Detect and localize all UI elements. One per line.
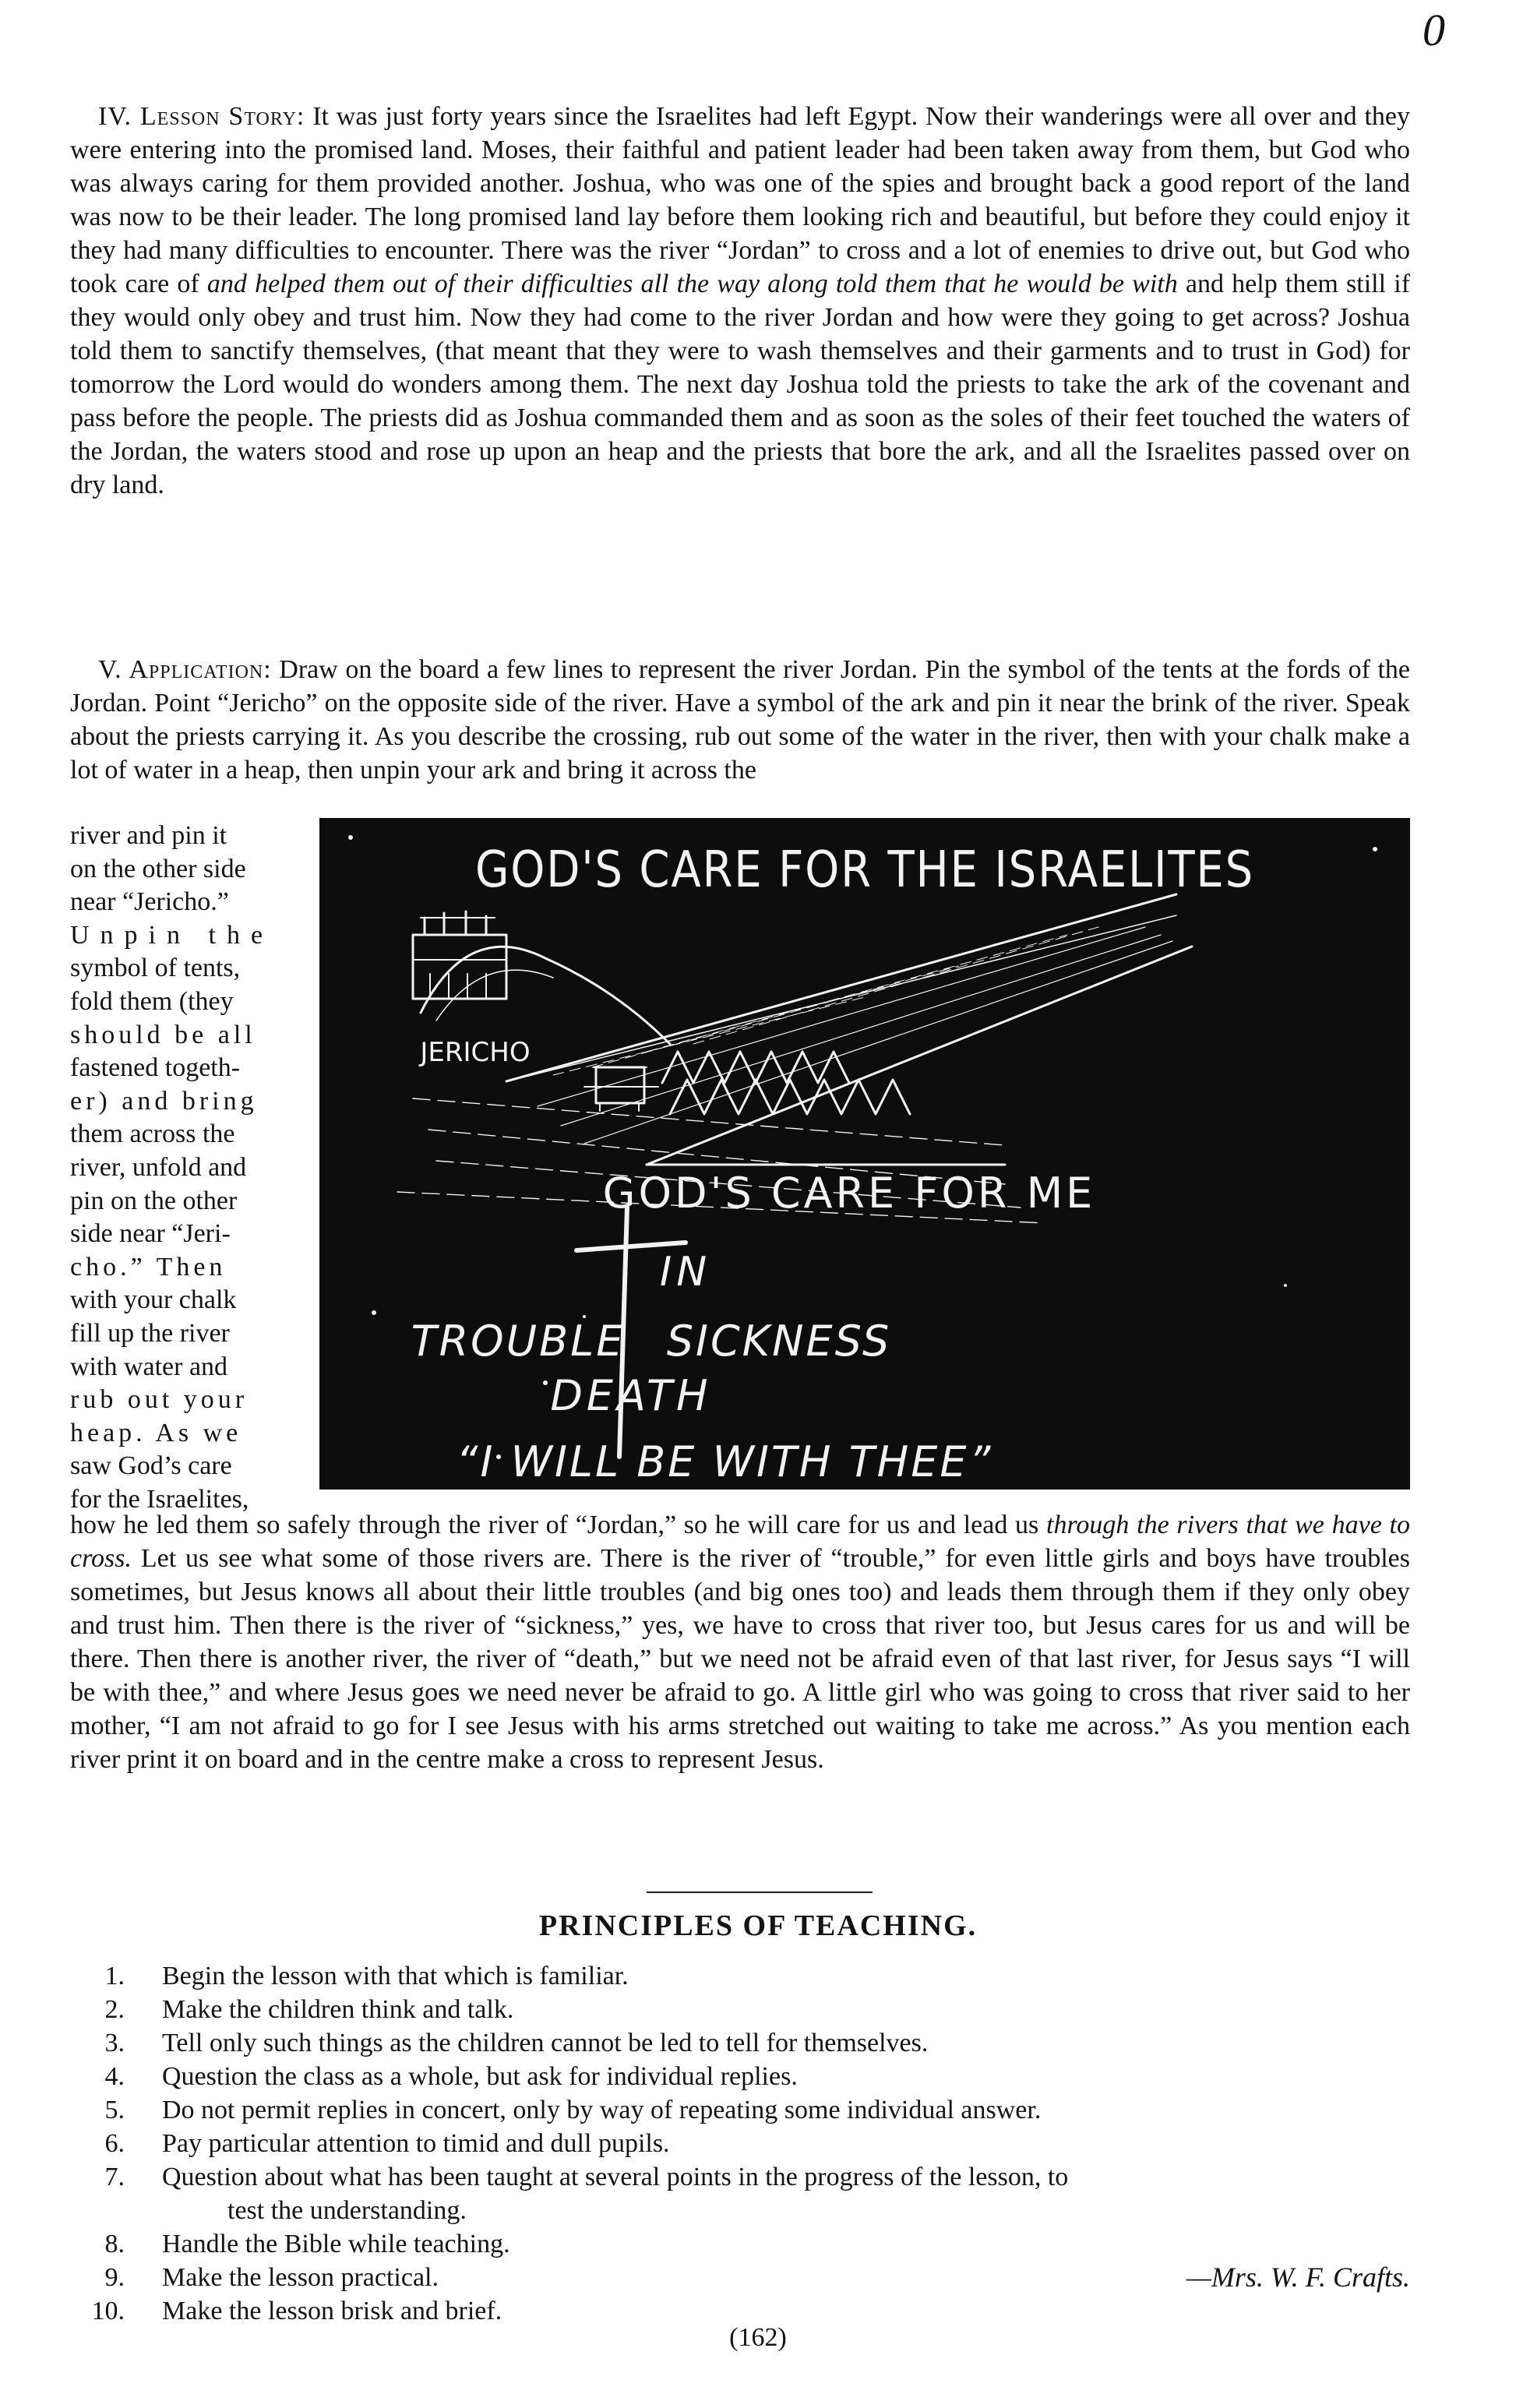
- principle-text: Pay particular attention to timid and dull pupils.: [162, 2129, 670, 2158]
- principle-text: Handle the Bible while teaching.: [162, 2230, 510, 2258]
- wrap-line: for the Israelites,: [70, 1484, 249, 1514]
- wrap-line: pin on the other: [70, 1186, 238, 1215]
- attribution: —Mrs. W. F. Crafts.: [1186, 2262, 1410, 2293]
- principle-number: 4.: [104, 2062, 125, 2091]
- jericho-walls-icon: [413, 911, 506, 999]
- principle-text: Question about what has been taught at several points in the progress of the lesson, to: [162, 2163, 1069, 2191]
- wrap-line: side near “Jeri-: [70, 1219, 231, 1249]
- tents-icon: [662, 1052, 910, 1114]
- principle-continuation: test the understanding.: [227, 2196, 467, 2225]
- principle-item: [70, 2060, 1410, 2093]
- principle-number: 5.: [104, 2096, 125, 2124]
- page-number: (162): [729, 2323, 787, 2352]
- wrap-line: rub out your: [70, 1385, 249, 1415]
- blackboard-title: GOD'S CARE FOR THE ISRAELITES: [475, 841, 1254, 899]
- blackboard-drawing: [319, 818, 1410, 1490]
- principle-number: 3.: [104, 2029, 125, 2057]
- application-continuation: [70, 1508, 1410, 1776]
- lesson-story-heading: IV. Lesson Story:: [98, 102, 305, 131]
- principle-item: [70, 2026, 1410, 2060]
- principle-number: 6.: [104, 2129, 125, 2158]
- word-in: IN: [659, 1249, 712, 1296]
- application-heading: V. Application:: [98, 655, 272, 684]
- lesson-story-text: It was just forty years since the Israelites had left Egypt. Now their wanderings were all over and they were entering into the promised land. Moses, their faithful and patient leader had been taken away from them, but God who was always caring for them provided another. Joshua, who was one of the spies and brought back a good report of the land was now to be their leader. The long promised land lay before them looking rich and beautiful, but before they could enjoy it they had many difficulties to encounter. There was the river “Jordan” to cross and a lot of enemies to drive out, but God who took care of: [70, 102, 1410, 298]
- principle-number: 1.: [104, 1962, 125, 1990]
- principle-number: 8.: [104, 2230, 125, 2258]
- jericho-hill-drawing: [421, 947, 670, 1044]
- wrap-line: fill up the river: [70, 1318, 230, 1348]
- application-wrap-column: [70, 820, 304, 1516]
- jericho-label: JERICHO: [420, 1037, 531, 1068]
- continuation-italic: through the rivers that we have to cross.: [70, 1511, 1410, 1573]
- principle-number: 2.: [104, 1995, 125, 2024]
- page-corner-mark: 0: [1423, 5, 1445, 55]
- wrap-line: cho.” Then: [70, 1252, 227, 1282]
- principle-item: [70, 2127, 1410, 2160]
- wrap-line: heap. As we: [70, 1418, 242, 1447]
- application-text: Draw on the board a few lines to represent the river Jordan. Pin the symbol of the tents at the fords of the Jordan. Point “Jericho” on the opposite side of the river. Have a symbol of the ark and pin it near the brink of the river. Speak about the priests carrying it. As you describe the crossing, rub out some of the water in the river, then with your chalk make a lot of water in a heap, then unpin your ark and bring it across the: [70, 655, 1411, 784]
- principle-text: Begin the lesson with that which is familiar.: [162, 1962, 629, 1990]
- lesson-story-paragraph: [70, 100, 1410, 502]
- principles-heading: PRINCIPLES OF TEACHING.: [538, 1909, 978, 1942]
- principle-text: Make the lesson brisk and brief.: [162, 2297, 502, 2325]
- principle-text: Make the lesson practical.: [162, 2263, 439, 2292]
- wrap-line: fold them (they: [70, 986, 234, 1016]
- principle-item: [70, 1993, 1410, 2026]
- word-trouble: TROUBLE: [411, 1317, 626, 1366]
- principle-number: 10.: [91, 2297, 125, 2325]
- continuation-text-b: Let us see what some of those rivers are. There is the river of “trouble,” for even little girls and boys have troubles sometimes, but Jesus knows all about their little troubles (and big ones too) and leads them through them if they only obey and trust him. Then there is the river of “sickness,” yes, we have to cross that river too, but Jesus cares for us and will be there. Then there is another river, the river of “death,” but we need not be afraid even of that last river, for Jesus says “I will be with thee,” and where Jesus goes we need never be afraid to go. A little girl who was going to cross that river said to her mother, “I am not afraid to go for I see Jesus with his arms stretched out waiting to take me across.” As you mention each river print it on board and in the centre make a cross to represent Jesus.: [70, 1544, 1410, 1774]
- principle-number: 9.: [104, 2263, 125, 2292]
- application-paragraph: [70, 653, 1410, 787]
- principle-item: [70, 1959, 1410, 1993]
- blackboard-subtitle: GOD'S CARE FOR ME: [602, 1169, 1096, 1218]
- wrap-line: them across the: [70, 1119, 235, 1149]
- wrap-line: river and pin it: [70, 821, 227, 850]
- section-divider: [647, 1891, 873, 1893]
- wrap-line: with your chalk: [70, 1285, 237, 1315]
- wrap-line: with water and: [70, 1352, 228, 1381]
- wrap-line: Unpin the: [70, 920, 274, 950]
- principle-text: Tell only such things as the children cannot be led to tell for themselves.: [162, 2029, 929, 2057]
- wrap-line: saw God’s care: [70, 1451, 232, 1481]
- principle-text: Do not permit replies in concert, only by way of repeating some individual answer.: [162, 2096, 1042, 2124]
- continuation-text-a: how he led them so safely through the river of “Jordan,” so he will care for us and lead us: [70, 1511, 1039, 1539]
- principle-text: Make the children think and talk.: [162, 1995, 514, 2024]
- wrap-line: fastened togeth-: [70, 1053, 241, 1083]
- principle-item: [70, 2227, 1410, 2261]
- blackboard-illustration: [319, 818, 1410, 1490]
- lesson-story-text-end: and help them still if they would only obey and trust him. Now they had come to the river Jordan and how were they going to get across? Joshua told them to sanctify themselves, (that meant that they were to wash themselves and their garments and to trust in God) for tomorrow the Lord would do wonders among them. The next day Joshua told the priests to take the ark of the covenant and pass before the people. The priests did as Joshua commanded them and as soon as the soles of their feet touched the waters of the Jordan, the waters stood and rose up upon an heap and the priests that bore the ark, and all the Israelites passed over on dry land.: [70, 270, 1411, 499]
- lesson-story-italic: and helped them out of their difficulties all the way along told them that he would be with: [206, 270, 1178, 298]
- principle-item: [70, 2093, 1410, 2127]
- promise-text: “I WILL BE WITH THEE”: [456, 1437, 993, 1486]
- wrap-line: river, unfold and: [70, 1152, 247, 1182]
- wrap-line: on the other side: [70, 854, 246, 883]
- principle-item: [70, 2160, 1410, 2227]
- principle-text: Question the class as a whole, but ask for individual replies.: [162, 2062, 798, 2091]
- wrap-line: er) and bring: [70, 1086, 258, 1116]
- wrap-line: symbol of tents,: [70, 954, 241, 983]
- word-death: DEATH: [550, 1371, 712, 1420]
- word-sickness: SICKNESS: [666, 1317, 892, 1366]
- principle-number: 7.: [104, 2163, 125, 2191]
- wrap-line: should be all: [70, 1020, 256, 1049]
- wrap-line: near “Jericho.”: [70, 887, 229, 917]
